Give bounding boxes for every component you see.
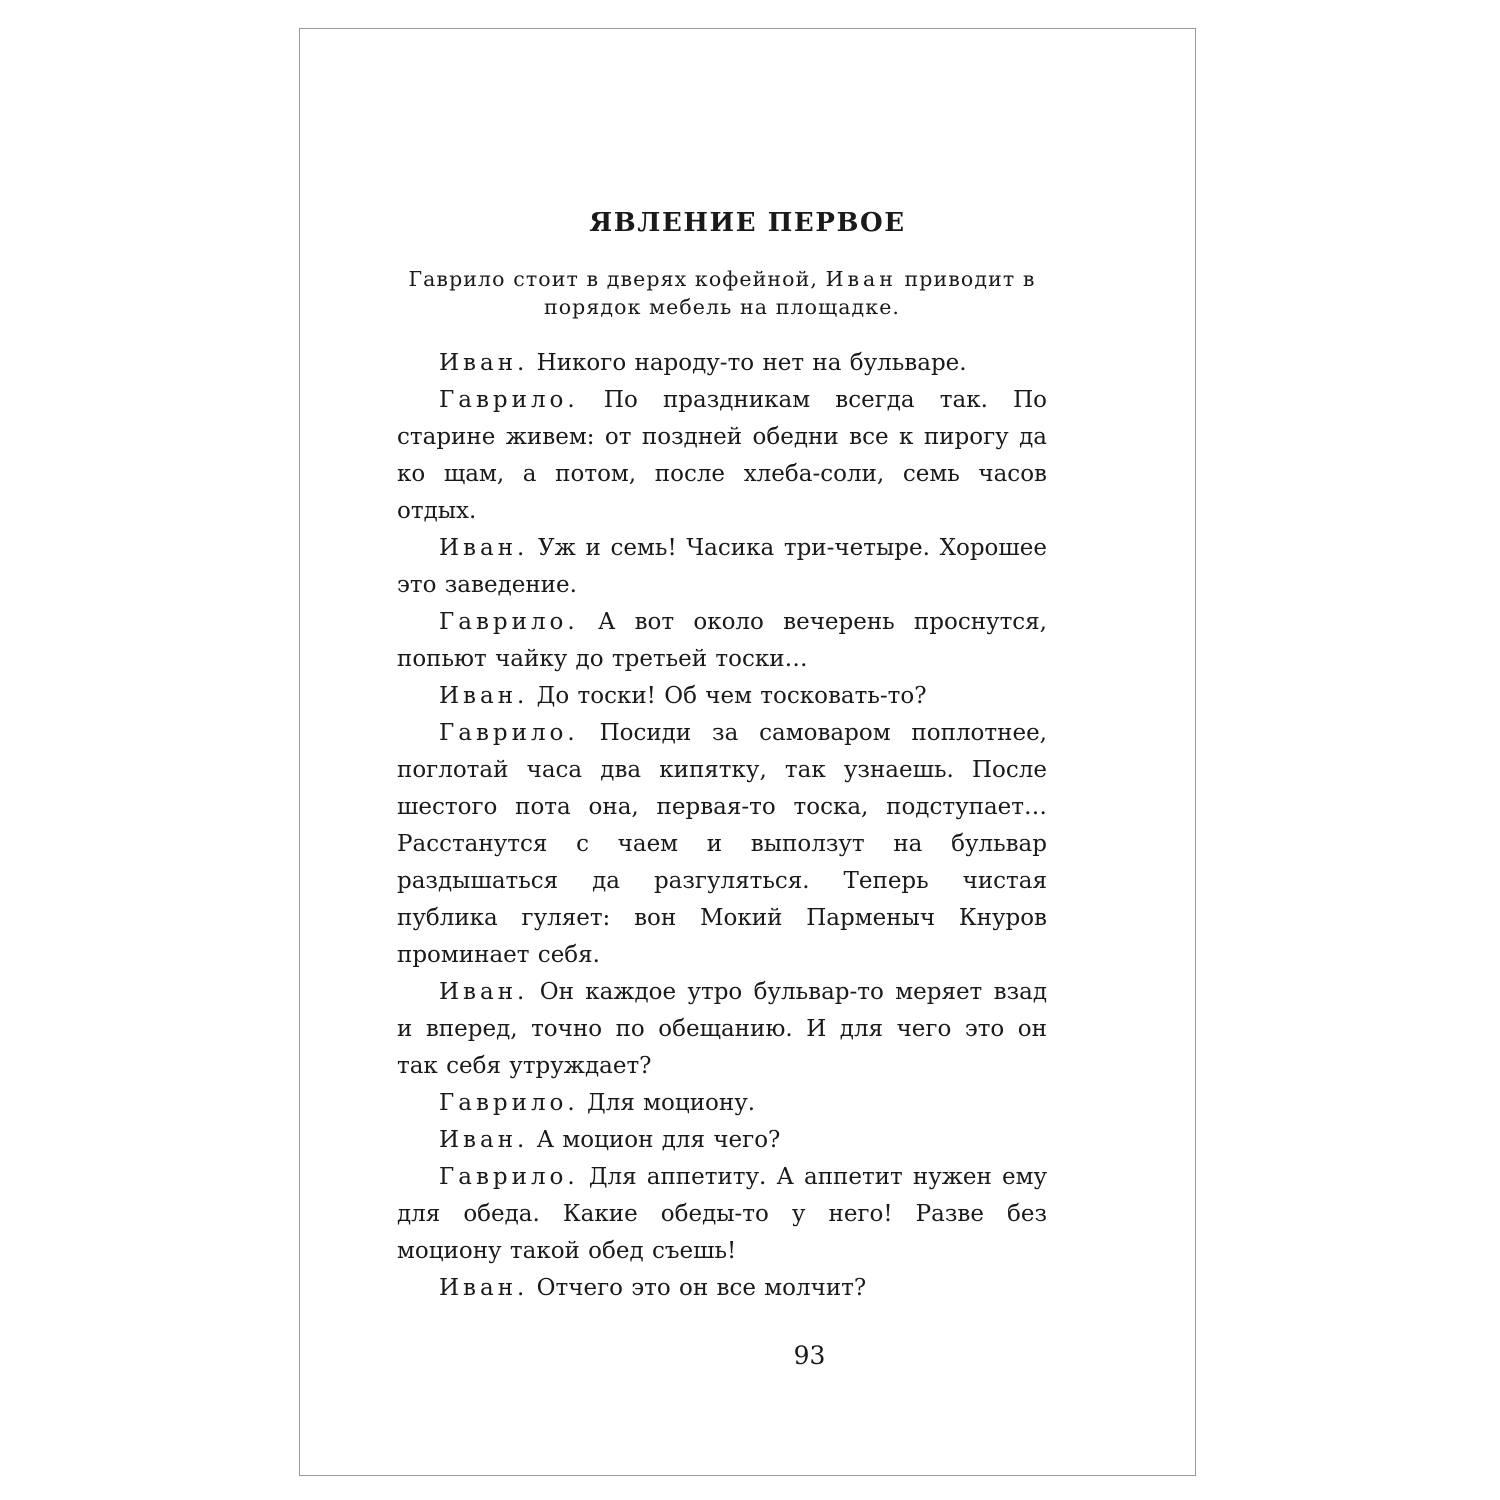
stage-direction-character-name: Иван	[825, 267, 897, 291]
line-text: А вот около вечерень проснутся, попьют чайку до третьей тоски…	[397, 609, 1047, 672]
dialogue-line	[397, 530, 1047, 604]
dialogue-line	[397, 604, 1047, 678]
line-text: Отчего это он все молчит?	[528, 1275, 867, 1301]
line-text: Посиди за самоваром поплотнее, поглотай часа два кипятку, так узнаешь. После шестого пота она, первая-то тоска, подступает… Расстанутся с чаем и выползут на бульвар раздышаться да разгуляться. Теперь чистая публика гуляет: вон Мокий Парменыч Кнуров проминает себя.	[397, 720, 1047, 968]
line-text: Для моциону.	[578, 1090, 756, 1116]
speaker-name: Гаврило.	[439, 1164, 579, 1190]
line-text: Он каждое утро бульвар-то меряет взад и вперед, точно по обещанию. И для чего это он так себя утруждает?	[397, 979, 1047, 1079]
dialogue-line	[397, 1159, 1047, 1270]
dialogue-line	[397, 1085, 1047, 1122]
page-number: 93	[793, 1341, 826, 1370]
stage-direction-text-1: Гаврило стоит в дверях кофейной,	[408, 267, 826, 291]
speaker-name: Иван.	[439, 1127, 529, 1153]
line-text: Уж и семь! Часика три-четыре. Хорошее это заведение.	[397, 535, 1047, 598]
line-text: По праздникам всегда так. По старине живем: от поздней обедни все к пирогу да ко щам, а потом, после хлеба-соли, семь часов отдых.	[397, 387, 1047, 524]
dialogue-line	[397, 678, 1047, 715]
speaker-name: Иван.	[439, 683, 529, 709]
dialogue-line	[397, 715, 1047, 974]
speaker-name: Гаврило.	[439, 387, 579, 413]
dialogue-line	[397, 1122, 1047, 1159]
speaker-name: Гаврило.	[439, 720, 579, 746]
speaker-name: Иван.	[439, 350, 529, 376]
dialogue-line	[397, 1270, 1047, 1307]
scene-heading: ЯВЛЕНИЕ ПЕРВОЕ	[589, 208, 906, 238]
line-text: Никого народу-то нет на бульваре.	[528, 350, 967, 376]
stage-direction	[397, 265, 1047, 321]
dialogue-line	[397, 345, 1047, 382]
dialogue-line	[397, 382, 1047, 530]
speaker-name: Иван.	[439, 535, 529, 561]
speaker-name: Иван.	[439, 1275, 529, 1301]
line-text: А моцион для чего?	[528, 1127, 781, 1153]
dialogue-line	[397, 974, 1047, 1085]
line-text: Для аппетиту. А аппетит нужен ему для обеда. Какие обеды-то у него! Разве без моциону такой обед съешь!	[397, 1164, 1047, 1264]
speaker-name: Гаврило.	[439, 1090, 579, 1116]
stage-direction-text-2: приводит в порядок мебель на площадке.	[543, 267, 1036, 319]
speaker-name: Гаврило.	[439, 609, 579, 635]
line-text: До тоски! Об чем тосковать-то?	[528, 683, 927, 709]
dialogue-block	[397, 345, 1047, 1307]
book-page	[299, 28, 1196, 1476]
speaker-name: Иван.	[439, 979, 529, 1005]
